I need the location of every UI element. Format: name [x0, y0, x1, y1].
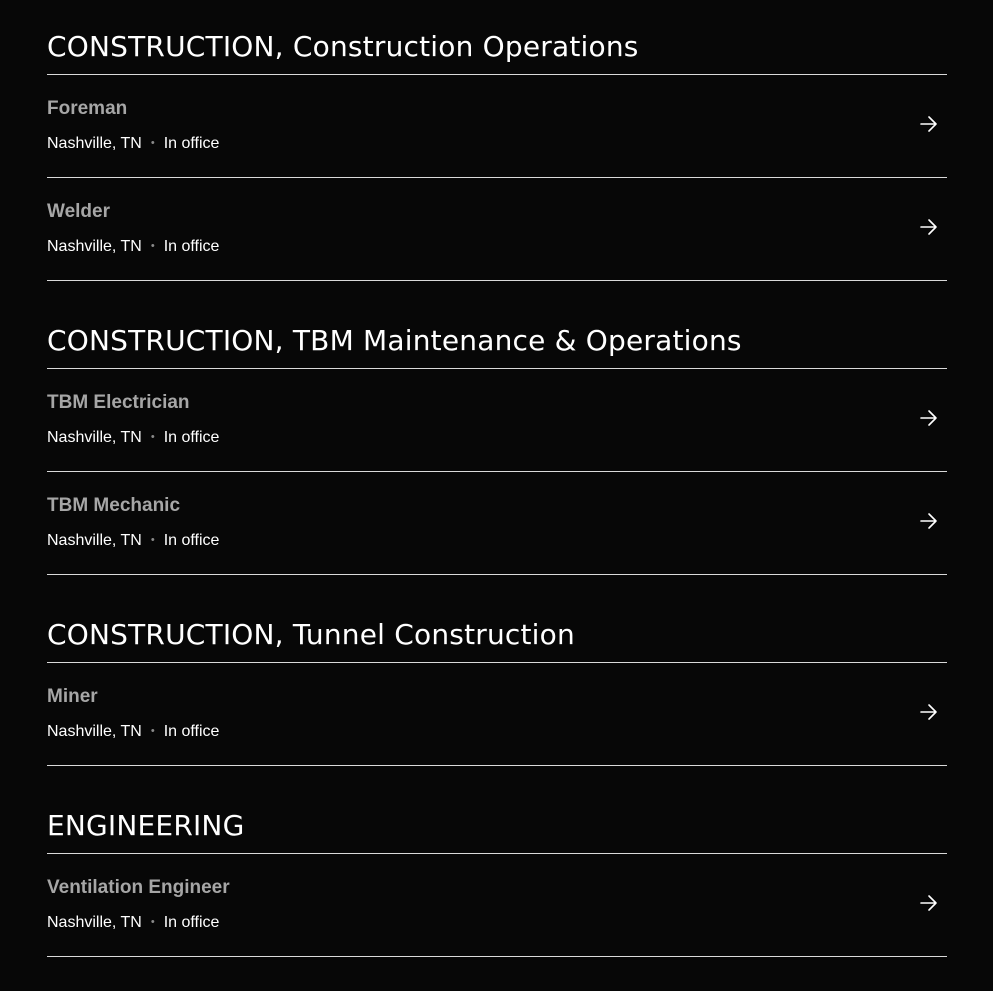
section-heading: CONSTRUCTION, Tunnel Construction [47, 575, 947, 663]
job-workplace: In office [163, 532, 220, 549]
job-meta [47, 914, 219, 932]
job-title[interactable]: Welder [47, 201, 111, 222]
job-row-welder[interactable] [47, 178, 947, 281]
separator-dot: • [150, 534, 155, 546]
arrow-right-icon[interactable] [919, 217, 939, 237]
job-workplace: In office [163, 723, 220, 740]
arrow-right-icon[interactable] [919, 511, 939, 531]
job-meta [47, 238, 219, 256]
separator-dot: • [150, 137, 155, 149]
separator-dot: • [150, 431, 155, 443]
job-location: Nashville, TN [47, 914, 142, 931]
section-heading: CONSTRUCTION, TBM Maintenance & Operations [47, 281, 947, 369]
arrow-right-icon[interactable] [919, 114, 939, 134]
separator-dot: • [150, 916, 155, 928]
job-meta [47, 135, 219, 153]
job-location: Nashville, TN [47, 723, 142, 740]
job-location: Nashville, TN [47, 238, 142, 255]
department-section [47, 575, 947, 766]
job-row-tbm-mechanic[interactable] [47, 472, 947, 575]
job-meta [47, 429, 219, 447]
job-title[interactable]: TBM Electrician [47, 392, 190, 413]
department-section [47, 0, 947, 281]
job-title[interactable]: TBM Mechanic [47, 495, 181, 516]
job-title[interactable]: Foreman [47, 98, 128, 119]
department-section [47, 766, 947, 957]
separator-dot: • [150, 725, 155, 737]
job-title[interactable]: Miner [47, 686, 98, 707]
arrow-right-icon[interactable] [919, 408, 939, 428]
job-row-ventilation-engineer[interactable] [47, 854, 947, 957]
job-workplace: In office [163, 429, 220, 446]
arrow-right-icon[interactable] [919, 893, 939, 913]
job-row-foreman[interactable] [47, 75, 947, 178]
job-listings [47, 0, 947, 957]
department-section [47, 281, 947, 575]
job-meta [47, 532, 219, 550]
job-meta [47, 723, 219, 741]
job-location: Nashville, TN [47, 532, 142, 549]
job-row-miner[interactable] [47, 663, 947, 766]
job-workplace: In office [163, 238, 220, 255]
arrow-right-icon[interactable] [919, 702, 939, 722]
job-location: Nashville, TN [47, 135, 142, 152]
job-row-tbm-electrician[interactable] [47, 369, 947, 472]
job-workplace: In office [163, 914, 220, 931]
job-location: Nashville, TN [47, 429, 142, 446]
job-workplace: In office [163, 135, 220, 152]
section-heading: CONSTRUCTION, Construction Operations [47, 0, 947, 75]
separator-dot: • [150, 240, 155, 252]
job-title[interactable]: Ventilation Engineer [47, 877, 230, 898]
section-heading: ENGINEERING [47, 766, 947, 854]
